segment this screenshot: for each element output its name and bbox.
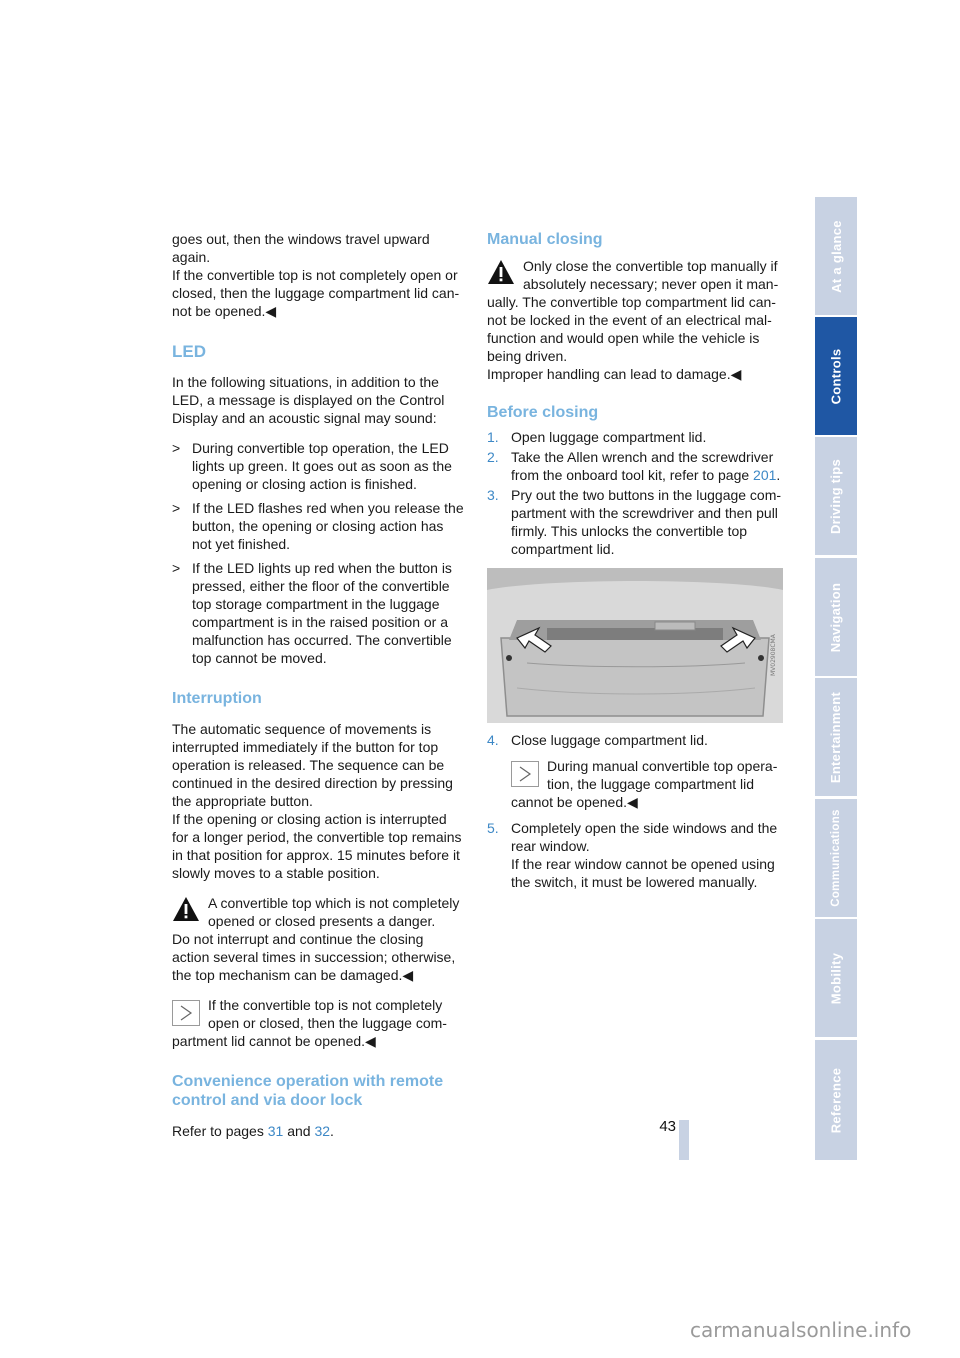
manual-closing-heading: Manual closing [487, 231, 603, 248]
intro-paragraph: goes out, then the windows travel upward again. [172, 231, 430, 265]
warning-note: A convertible top which is not completely opened or closed presents a danger. Do not interrupt and continue the closing action several times in succession; otherwise, the top mechanism can be damaged.◀ [172, 895, 460, 983]
note-arrow-icon [172, 1000, 200, 1026]
list-item: 3. Pry out the two buttons in the luggage com-partment with the screwdriver and then pull firmly. This unlocks the convertible top compartment lid. [487, 487, 782, 557]
bullet-mark: > [172, 500, 181, 516]
list-item: > During convertible top operation, the LED lights up green. It goes out as soon as the opening or closing action is finished. [172, 440, 452, 492]
list-item: > If the LED lights up red when the button is pressed, either the floor of the convertible top storage compartment in the luggage compartment is in the raised position or a malfunction has occurred. The convertible top cannot be moved. [172, 560, 452, 666]
tab-entertainment[interactable]: Entertainment [815, 678, 857, 796]
page-link-31[interactable]: 31 [267, 1123, 284, 1139]
tab-mobility[interactable]: Mobility [815, 919, 857, 1037]
list-item: > If the LED flashes red when you release the button, the opening or closing action has not yet finished. [172, 500, 464, 552]
list-item: 5. Completely open the side windows and the rear window. If the rear window cannot be opened using the switch, it must be lowered manually. [487, 820, 778, 890]
bullet-mark: > [172, 440, 181, 456]
chapter-nav [815, 197, 857, 1160]
led-heading: LED [172, 342, 206, 361]
list-item: 1. Open luggage compartment lid. [487, 429, 707, 445]
note-arrow-icon [511, 761, 539, 787]
convenience-paragraph: Refer to pages 31 and 32. [172, 1123, 334, 1139]
warning-note: Only close the convertible top manually if absolutely necessary; never open it man- ually. The convertible top compartment lid can-not be locked in the event of an electrical mal-function and would open while the vehicle is being driven. Improper handling can lead to damage.◀ [487, 258, 779, 382]
tab-communications[interactable]: Communications [815, 799, 857, 917]
intro-paragraph-2: If the convertible top is not completely open or closed, then the luggage compartment lid can-not be opened.◀ [172, 267, 460, 319]
info-note: During manual convertible top opera-tion, the luggage compartment lid cannot be opened.◀ [511, 758, 778, 810]
watermark: carmanualsonline.info [690, 1318, 912, 1342]
page-link-201[interactable]: 201 [753, 467, 777, 483]
warning-triangle-icon [172, 896, 200, 922]
bullet-mark: > [172, 560, 181, 576]
tab-driving-tips[interactable]: Driving tips [815, 437, 857, 555]
warning-triangle-icon [487, 259, 515, 285]
left-column [172, 230, 464, 1140]
right-column [487, 230, 783, 893]
page-number-bar [679, 1120, 689, 1160]
list-item: 4. Close luggage compartment lid. [487, 732, 708, 748]
luggage-compartment-illustration [487, 568, 783, 723]
page-number: 43 [659, 1118, 676, 1135]
convenience-heading: Convenience operation with remote control and via door lock [172, 1073, 444, 1109]
tab-navigation[interactable]: Navigation [815, 558, 857, 676]
before-closing-heading: Before closing [487, 404, 599, 421]
tab-reference[interactable]: Reference [815, 1040, 857, 1160]
tab-controls[interactable]: Controls [815, 317, 857, 435]
interruption-paragraph: The automatic sequence of movements is interrupted immediately if the button for top operation is released. The sequence can be continued in the desired direction by pressing the appropriate button. [172, 721, 453, 809]
luggage-compartment-photo [487, 568, 783, 723]
led-intro: In the following situations, in addition to the LED, a message is displayed on the Control Display and an acoustic signal may sound: [172, 374, 445, 426]
info-note: If the convertible top is not completely open or closed, then the luggage com- partment lid cannot be opened.◀ [172, 997, 447, 1049]
photo-code: MV02908CMA [770, 634, 777, 676]
list-item: 2. Take the Allen wrench and the screwdriver from the onboard tool kit, refer to page 201. [487, 449, 781, 483]
tab-at-a-glance[interactable]: At a glance [815, 197, 857, 315]
page-link-32[interactable]: 32 [314, 1123, 331, 1139]
interruption-heading: Interruption [172, 690, 262, 707]
interruption-paragraph-2: If the opening or closing action is interrupted for a longer period, the convertible top remains in that position for approx. 15 minutes before it slowly moves to a stable position. [172, 811, 462, 881]
